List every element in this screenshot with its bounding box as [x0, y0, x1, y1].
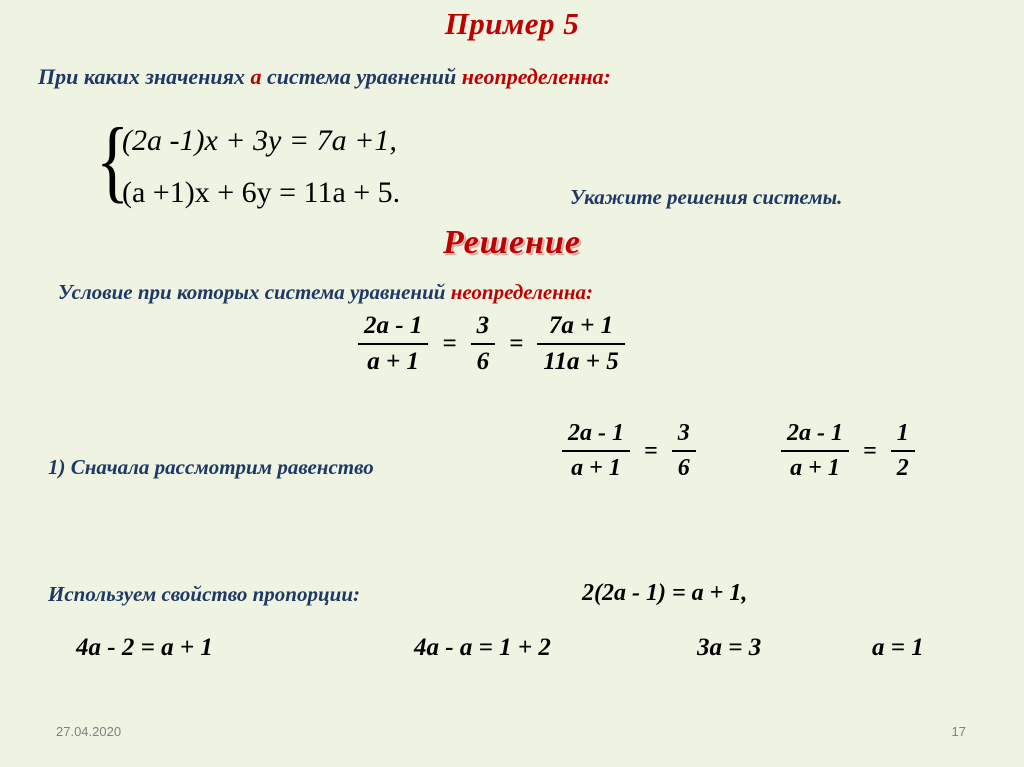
equals-sign-1: = [442, 330, 457, 357]
fraction-3-bar [537, 343, 624, 345]
condition-prefix: Условие при которых система уравнений [58, 280, 451, 304]
fraction-1-denominator: a + 1 [367, 348, 420, 375]
step-a-fraction-2 [672, 420, 696, 482]
fraction-2-denominator: 6 [476, 348, 490, 375]
condition-line [58, 280, 593, 305]
system-brace: { [96, 109, 130, 211]
step-b-fraction-1-bar [781, 450, 849, 452]
question-middle: система уравнений [261, 64, 462, 89]
step-b-fraction-2 [891, 420, 915, 482]
question-prefix: При каких значениях [38, 64, 251, 89]
fraction-3 [537, 312, 624, 376]
footer-date: 27.04.2020 [56, 724, 122, 739]
final-step-4: a = 1 [872, 634, 924, 661]
step-a-fraction-1-denominator: a + 1 [571, 455, 621, 481]
property-equation: 2(2a - 1) = a + 1, [582, 580, 748, 606]
final-step-2: 4a - a = 1 + 2 [414, 634, 551, 661]
step-b-fraction-2-numerator: 1 [896, 420, 909, 446]
condition-highlight: неопределенна: [450, 280, 593, 304]
final-step-1: 4a - 2 = a + 1 [76, 634, 213, 661]
fraction-2 [471, 312, 496, 376]
step-a-fraction-1-bar [562, 450, 630, 452]
main-proportion-chain [352, 312, 631, 376]
fraction-2-numerator: 3 [476, 312, 490, 339]
property-label: Используем свойство пропорции: [48, 582, 360, 606]
question-variable: a [250, 64, 262, 89]
note-indicate-solutions: Укажите решения системы. [570, 185, 843, 209]
step-a-fraction-1-numerator: 2a - 1 [568, 420, 624, 446]
final-step-3: 3a = 3 [697, 634, 762, 661]
step-1-equation-a [556, 420, 702, 482]
fraction-1 [358, 312, 428, 376]
step-b-fraction-2-bar [891, 450, 915, 452]
step-b-fraction-2-denominator: 2 [896, 455, 909, 481]
fraction-3-denominator: 11a + 5 [543, 348, 619, 375]
step-1-equation-b [775, 420, 921, 482]
step-a-fraction-2-numerator: 3 [677, 420, 690, 446]
step-b-fraction-1-denominator: a + 1 [790, 455, 840, 481]
step-1-label: 1) Сначала рассмотрим равенство [48, 455, 374, 479]
fraction-2-bar [471, 343, 496, 345]
step-b-fraction-1 [781, 420, 849, 482]
step-a-equals-sign: = [644, 437, 658, 464]
equals-sign-2: = [509, 330, 524, 357]
step-b-fraction-1-numerator: 2a - 1 [787, 420, 843, 446]
step-b-equals-sign: = [863, 437, 877, 464]
step-a-fraction-1 [562, 420, 630, 482]
fraction-1-bar [358, 343, 428, 345]
fraction-3-numerator: 7a + 1 [548, 312, 614, 339]
question-line [38, 64, 611, 90]
question-highlight: неопределенна: [461, 64, 611, 89]
footer-page-number: 17 [951, 724, 966, 739]
system-equation-1: (2a -1)x + 3y = 7a +1, [122, 124, 397, 157]
system-equation-2: (a +1)x + 6y = 11a + 5. [122, 176, 401, 209]
final-steps-row [0, 634, 1024, 664]
step-a-fraction-2-bar [672, 450, 696, 452]
page-title: Пример 5 [444, 6, 580, 41]
solution-heading: Решение [443, 224, 581, 261]
fraction-1-numerator: 2a - 1 [364, 312, 423, 339]
step-a-fraction-2-denominator: 6 [677, 455, 690, 481]
